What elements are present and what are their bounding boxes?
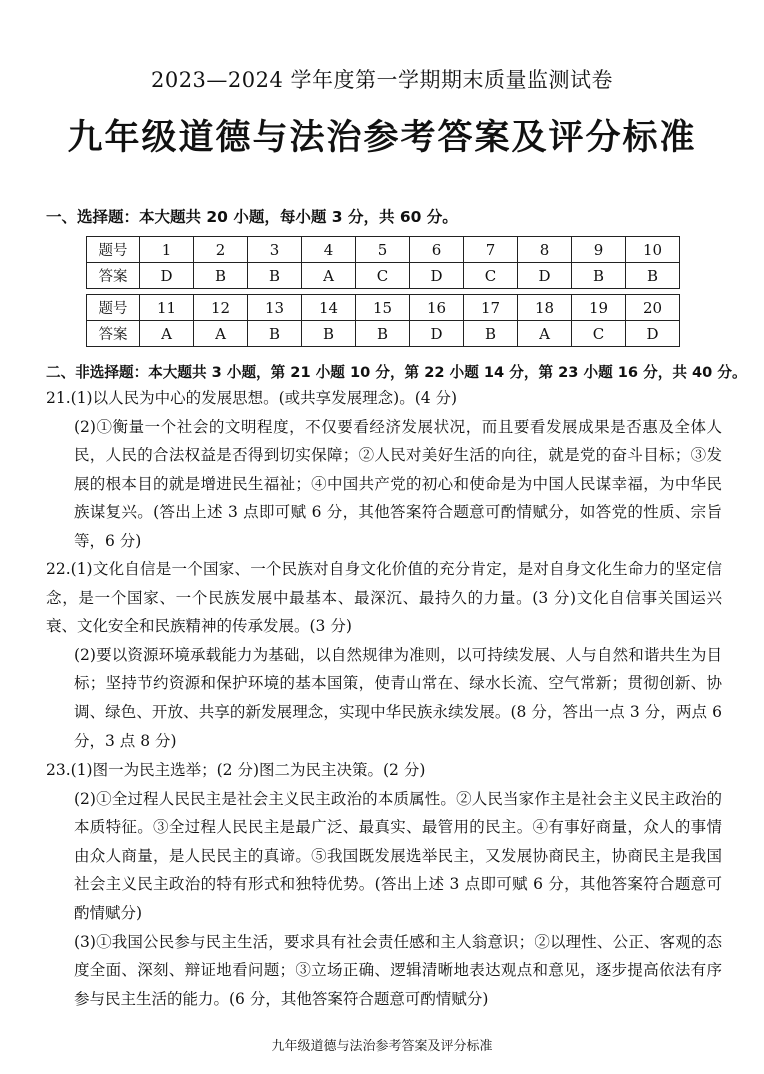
q21-part1: 21.(1)以人民为中心的发展思想。(或共享发展理念)。(4 分) (46, 389, 458, 407)
q23-part2: (2)①全过程人民民主是社会主义民主政治的本质属性。②人民当家作主是社会主义民主政治的本质特征。③全过程人民民主是最广泛、最真实、最管用的民主。④有事好商量，众人的事情由众人商量，是人民民主的真谛。⑤我国既发展选举民主，又发展协商民主，协商民主是我国社会主义民主政治的特有形式和独特优势。(答出上述 3 点即可赋 6 分，其他答案符合题意可酌情赋分) (74, 789, 722, 922)
question-number: 15 (356, 295, 410, 321)
answer-cell: B (626, 263, 680, 289)
question-number: 10 (626, 237, 680, 263)
question-number: 1 (140, 237, 194, 263)
answer-cell: C (356, 263, 410, 289)
section1-heading: 一、选择题：本大题共 20 小题，每小题 3 分，共 60 分。 (46, 208, 458, 226)
section2-heading: 二、非选择题：本大题共 3 小题，第 21 小题 10 分，第 22 小题 14 分，第 23 小题 16 分，共 40 分。 (46, 364, 747, 381)
question-21 (46, 384, 722, 556)
answer-cell: D (518, 263, 572, 289)
answer-cell: B (302, 321, 356, 347)
question-23 (46, 756, 722, 1013)
page-footer: 九年级道德与法治参考答案及评分标准 (271, 1039, 493, 1054)
answer-cell: B (356, 321, 410, 347)
question-number: 12 (194, 295, 248, 321)
answer-table-1 (86, 236, 680, 289)
row-label-number: 题号 (87, 295, 140, 321)
question-number: 9 (572, 237, 626, 263)
question-number: 13 (248, 295, 302, 321)
answer-cell: B (248, 321, 302, 347)
answer-cell: A (302, 263, 356, 289)
question-number: 19 (572, 295, 626, 321)
question-number: 8 (518, 237, 572, 263)
question-number: 6 (410, 237, 464, 263)
question-number: 5 (356, 237, 410, 263)
table-row-numbers (87, 295, 680, 321)
question-number: 18 (518, 295, 572, 321)
q23-part3: (3)①我国公民参与民主生活，要求具有社会责任感和主人翁意识；②以理性、公正、客观的态度全面、深刻、辩证地看问题；③立场正确、逻辑清晰地表达观点和意见，逐步提高依法有序参与民主生活的能力。(6 分，其他答案符合题意可酌情赋分) (74, 932, 722, 1008)
answer-cell: B (572, 263, 626, 289)
answer-cell: A (518, 321, 572, 347)
question-number: 16 (410, 295, 464, 321)
answer-cell: B (464, 321, 518, 347)
answer-cell: D (626, 321, 680, 347)
question-number: 11 (140, 295, 194, 321)
row-label-number: 题号 (87, 237, 140, 263)
question-number: 14 (302, 295, 356, 321)
answer-cell: A (194, 321, 248, 347)
answer-cell: B (248, 263, 302, 289)
question-number: 4 (302, 237, 356, 263)
question-number: 7 (464, 237, 518, 263)
answer-cell: B (194, 263, 248, 289)
page-title: 九年级道德与法治参考答案及评分标准 (67, 118, 697, 158)
q23-part1: 23.(1)图一为民主选举；(2 分)图二为民主决策。(2 分) (46, 761, 426, 779)
table-row-answers (87, 263, 680, 289)
question-number: 17 (464, 295, 518, 321)
answer-cell: D (410, 321, 464, 347)
table-row-numbers (87, 237, 680, 263)
answer-cell: D (410, 263, 464, 289)
q22-part2: (2)要以资源环境承载能力为基础，以自然规律为准则，以可持续发展、人与自然和谐共生为目标；坚持节约资源和保护环境的基本国策，使青山常在、绿水长流、空气常新；贯彻创新、协调、绿色、开放、共享的新发展理念，实现中华民族永续发展。(8 分，答出一点 3 分，两点 6 分，3 点 8 分) (74, 645, 722, 750)
exam-subtitle: 2023—2024 学年度第一学期期末质量监测试卷 (150, 68, 614, 92)
question-number: 2 (194, 237, 248, 263)
question-number: 3 (248, 237, 302, 263)
answer-table-2 (86, 294, 680, 347)
q22-part1: 22.(1)文化自信是一个国家、一个民族对自身文化价值的充分肯定，是对自身文化生命力的坚定信念，是一个国家、一个民族发展中最基本、最深沉、最持久的力量。(3 分)文化自信事关国运兴衰、文化安全和民族精神的传承发展。(3 分) (46, 560, 722, 636)
answer-cell: C (464, 263, 518, 289)
row-label-answer: 答案 (87, 263, 140, 289)
answer-cell: A (140, 321, 194, 347)
row-label-answer: 答案 (87, 321, 140, 347)
table-row-answers (87, 321, 680, 347)
q21-part2: (2)①衡量一个社会的文明程度，不仅要看经济发展状况，而且要看发展成果是否惠及全体人民，人民的合法权益是否得到切实保障；②人民对美好生活的向往，就是党的奋斗目标；③发展的根本目的就是增进民生福祉；④中国共产党的初心和使命是为中国人民谋幸福，为中华民族谋复兴。(答出上述 3 点即可赋 6 分，其他答案符合题意可酌情赋分，如答党的性质、宗旨等，6 分) (74, 417, 722, 550)
answer-cell: D (140, 263, 194, 289)
question-22 (46, 555, 722, 755)
question-number: 20 (626, 295, 680, 321)
answer-cell: C (572, 321, 626, 347)
